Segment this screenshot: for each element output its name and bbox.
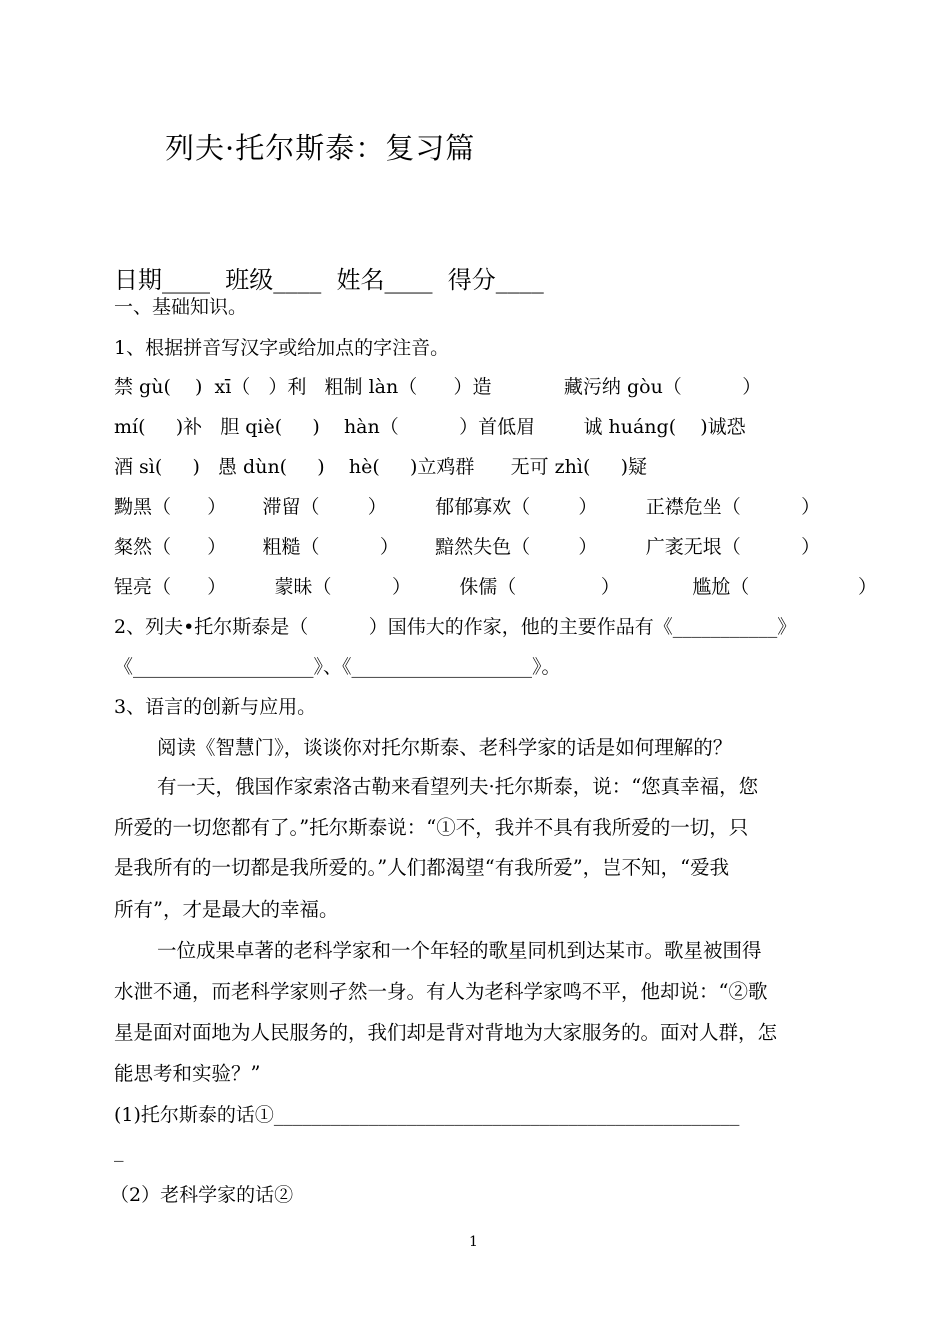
question-2: 2、列夫•托尔斯泰是（ ）国伟大的作家，他的主要作品有《___________》 — [114, 616, 797, 638]
para1-line: 有一天，俄国作家索洛古勒来看望列夫·托尔斯泰，说：“您真幸福，您 — [157, 775, 759, 798]
info-header: 日期____ 班级____ 姓名____ 得分____ — [114, 266, 544, 294]
word-row-3: 锃亮（ ） 蒙昧（ ） 侏儒（ ） 尴尬（ ） — [114, 576, 878, 598]
para2-line: 一位成果卓著的老科学家和一个年轻的歌星同机到达某市。歌星被围得 — [157, 939, 762, 962]
page-title: 列夫·托尔斯泰：复习篇 — [165, 131, 476, 165]
word-row-2: 粲然（ ） 粗糙（ ） 黯然失色（ ） 广袤无垠（ ） — [114, 536, 821, 558]
pinyin-row-3: 酒 sì( ) 愚 dùn( ) hè( )立鸡群 无可 zhì( )疑 — [114, 456, 647, 478]
reading-prompt: 阅读《智慧门》，谈谈你对托尔斯泰、老科学家的话是如何理解的？ — [157, 736, 733, 759]
answer-1: (1)托尔斯泰的话①_________________________________________________ — [114, 1104, 740, 1126]
section-heading: 一、基础知识。 — [114, 296, 248, 318]
para1-line: 所有”，才是最大的幸福。 — [114, 898, 339, 921]
question-3: 3、语言的创新与应用。 — [114, 696, 317, 718]
para2-line: 星是面对面地为人民服务的，我们却是背对背地为大家服务的。面对人群，怎 — [114, 1021, 778, 1044]
word-row-1: 黝黑（ ） 滞留（ ） 郁郁寡欢（ ） 正襟危坐（ ） — [114, 496, 821, 518]
pinyin-row-1: 禁 gù( ) xī（ ）利 粗制 làn（ ）造 藏污纳 gòu（ ） — [114, 376, 762, 398]
para1-line: 是我所有的一切都是我所爱的。”人们都渴望“有我所爱”，岂不知，“爱我 — [114, 856, 730, 879]
question-2-cont: 《___________________》、《___________________》。 — [114, 656, 561, 678]
answer-1-cont: _ — [114, 1140, 124, 1162]
pinyin-row-2: mí( )补 胆 qiè( ) hàn（ ）首低眉 诚 huáng( )诚恐 — [114, 416, 746, 438]
page-number: 1 — [469, 1234, 478, 1250]
answer-2: （2）老科学家的话② — [110, 1184, 294, 1206]
para2-line: 水泄不通，而老科学家则孑然一身。有人为老科学家鸣不平，他却说：“②歌 — [114, 980, 768, 1003]
para1-line: 所爱的一切您都有了。”托尔斯泰说：“①不，我并不具有我所爱的一切，只 — [114, 816, 749, 839]
para2-line: 能思考和实验？” — [114, 1062, 261, 1085]
question-1: 1、根据拼音写汉字或给加点的字注音。 — [114, 337, 450, 359]
